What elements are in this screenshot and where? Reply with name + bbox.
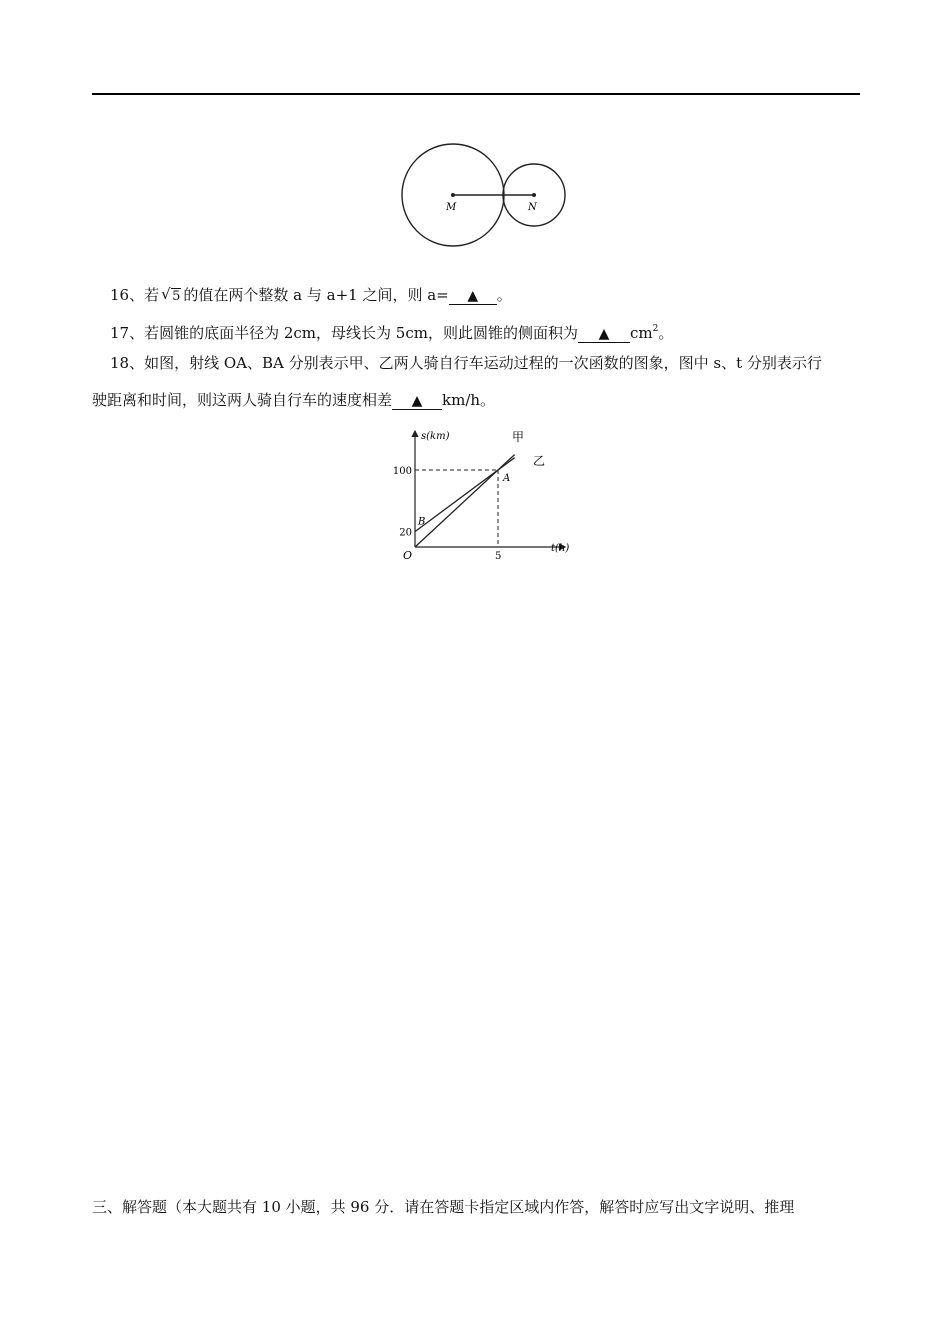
origin-label: O	[403, 549, 413, 562]
q18-unit: km/h。	[442, 391, 496, 409]
q18-line1: 18、如图，射线 OA、BA 分别表示甲、乙两人骑自行车运动过程的一次函数的图象，图中 s、t 分别表示行	[110, 354, 822, 372]
point-label-b: B	[418, 516, 426, 528]
label-m: M	[446, 202, 457, 213]
x-tick-label: 5	[495, 551, 502, 562]
q18-answer-blank[interactable]: ▲	[392, 393, 442, 410]
q17-answer-blank[interactable]: ▲	[578, 326, 630, 343]
series-label-jia: 甲	[512, 430, 525, 444]
y-tick-label: 100	[392, 466, 412, 477]
question-18-line1	[110, 353, 822, 373]
top-rule	[92, 93, 860, 95]
point-label-a: A	[503, 473, 511, 484]
point-n	[532, 193, 536, 197]
point-m	[451, 193, 455, 197]
q17-unit-sup: 2	[652, 324, 659, 334]
label-n: N	[528, 202, 537, 213]
series-line-2	[415, 458, 515, 532]
q17-unit: cm	[629, 324, 653, 342]
x-axis-label: t(h)	[551, 543, 570, 554]
q16-end: 。	[496, 286, 512, 304]
sqrt-5: √ 5	[161, 285, 181, 304]
question-16	[110, 285, 512, 307]
st-graph	[385, 425, 585, 565]
q16-answer-blank[interactable]: ▲	[449, 288, 497, 305]
q16-text-after: 的值在两个整数 a 与 a+1 之间，则 a=	[183, 286, 449, 304]
q16-text-before: 16、若	[110, 286, 160, 304]
question-17	[110, 319, 673, 343]
circles-figure	[396, 134, 576, 258]
question-18-line2	[92, 390, 495, 410]
q17-end: 。	[658, 324, 674, 342]
y-tick-label: 20	[399, 527, 412, 539]
q18-line2: 驶距离和时间，则这两人骑自行车的速度相差	[92, 391, 393, 409]
y-axis-label: s(km)	[421, 431, 450, 442]
section-3-text: 三、解答题（本大题共有 10 小题，共 96 分．请在答题卡指定区域内作答，解答时应写出文字说明、推理	[92, 1198, 795, 1216]
series-label-yi: 乙	[533, 454, 546, 468]
q17-text: 17、若圆锥的底面半径为 2cm，母线长为 5cm，则此圆锥的侧面积为	[110, 324, 578, 342]
section-3-heading	[92, 1197, 794, 1217]
sqrt-radicand: 5	[172, 289, 181, 304]
